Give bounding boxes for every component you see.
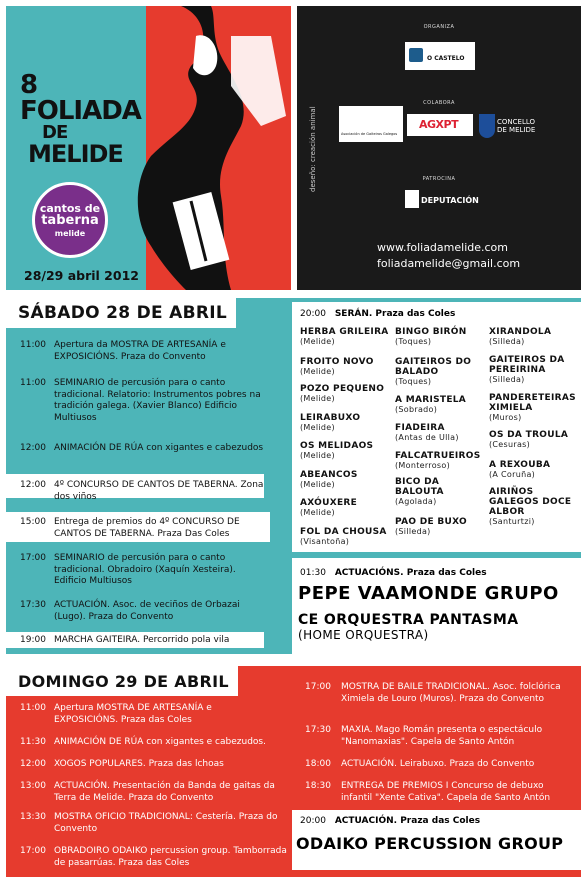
group-name: PAO DE BUXO bbox=[395, 517, 468, 527]
seran-group bbox=[395, 327, 485, 347]
event-time: 12:00 bbox=[20, 443, 46, 453]
event-text: ANIMACIÓN DE RÚA con xigantes e cabezudos. bbox=[54, 737, 266, 747]
seran-group bbox=[395, 395, 485, 415]
group-place: (Sobrado) bbox=[395, 405, 438, 414]
group-place: (Silleda) bbox=[489, 337, 525, 346]
event-text: SEMINARIO de percusión para o canto tradicional. Relatorio: Instrumentos pobres na tradición galega. (Xavier Blanco) Edificio Multiusos bbox=[54, 378, 261, 423]
group-place: (Melide) bbox=[300, 508, 335, 517]
seran-title: SERÁN. Praza das Coles bbox=[334, 309, 456, 319]
event-time: 17:30 bbox=[305, 725, 331, 735]
seran-group bbox=[300, 527, 390, 547]
group-place: (Agolada) bbox=[395, 497, 437, 506]
event-time: 17:00 bbox=[20, 846, 46, 856]
o-castelo-logo: O CASTELO bbox=[405, 42, 475, 70]
seran-group bbox=[300, 327, 390, 347]
group-name: GAITEIROS DO BALADO bbox=[395, 357, 472, 377]
event-text: MARCHA GAITEIRA. Percorrido pola vila bbox=[54, 635, 230, 645]
group-name: FIADEIRA bbox=[395, 423, 445, 433]
event-time: 12:00 bbox=[20, 759, 46, 769]
cantos-de-taberna-logo: cantos de taberna melide bbox=[32, 182, 108, 258]
event-time: 13:00 bbox=[20, 781, 46, 791]
event-time: 17:30 bbox=[20, 600, 46, 610]
seran-group bbox=[300, 470, 390, 490]
actuacions-header bbox=[300, 568, 487, 578]
group-place: (Toques) bbox=[395, 337, 432, 346]
event-time: 15:00 bbox=[20, 517, 46, 527]
event-text: MOSTRA OFICIO TRADICIONAL: Cestería. Praza do Convento bbox=[54, 812, 278, 834]
group-name: FALCATRUEIROS bbox=[395, 451, 481, 461]
seran-group bbox=[489, 460, 577, 480]
seran-group bbox=[489, 393, 577, 423]
group-name: A REXOUBA bbox=[489, 460, 551, 470]
group-place: (A Coruña) bbox=[489, 470, 536, 479]
seran-group bbox=[300, 498, 390, 518]
event-time: 19:00 bbox=[20, 635, 46, 645]
sunday-heading-box bbox=[6, 666, 238, 696]
group-name: BINGO BIRÓN bbox=[395, 327, 467, 337]
event-text: Entrega de premios do 4º CONCURSO DE CANTOS DE TABERNA. Praza Das Coles bbox=[54, 517, 240, 539]
group-name: AXÓUXERE bbox=[300, 498, 358, 508]
group-name: HERBA GRILEIRA bbox=[300, 327, 389, 337]
group-place: (Antas de Ulla) bbox=[395, 433, 459, 442]
event-time: 11:00 bbox=[20, 340, 46, 350]
sponsors-panel bbox=[297, 6, 581, 290]
event-time: 18:00 bbox=[305, 759, 331, 769]
deputacion-shield-icon bbox=[405, 190, 419, 208]
organiza-label: ORGANIZA bbox=[423, 24, 455, 30]
group-place: (Melide) bbox=[300, 367, 335, 376]
group-place: (Melide) bbox=[300, 337, 335, 346]
group-name: OS MELIDAOS bbox=[300, 441, 374, 451]
event-text: ENTREGA DE PREMIOS I Concurso de debuxo infantil "Xente Cativa". Capela de Santo Antón bbox=[341, 781, 551, 803]
odaiko-band-name: ODAIKO PERCUSSION GROUP bbox=[296, 834, 564, 853]
actuacions-box bbox=[292, 558, 581, 654]
seran-group bbox=[300, 384, 390, 404]
gaiteiros-logo: Asociación de Gaiteiros Galegos bbox=[339, 106, 403, 142]
seran-group bbox=[395, 357, 485, 387]
seran-group bbox=[395, 451, 485, 471]
event-time: 11:30 bbox=[20, 737, 46, 747]
final-act-title: ACTUACIÓN. Praza das Coles bbox=[334, 816, 481, 826]
title-line-3: MELIDE bbox=[28, 140, 123, 168]
o-castelo-icon bbox=[409, 48, 423, 62]
seran-header bbox=[300, 309, 455, 319]
sunday-heading: DOMINGO 29 DE ABRIL bbox=[18, 672, 229, 691]
saturday-heading-box bbox=[6, 298, 236, 328]
seran-group bbox=[395, 477, 485, 507]
agxpt-logo: AGXPT bbox=[407, 114, 473, 136]
group-name: LEIRABUXO bbox=[300, 413, 361, 423]
seran-group bbox=[300, 441, 390, 461]
seran-group bbox=[395, 517, 485, 537]
final-act-header bbox=[300, 816, 480, 826]
group-name: OS DA TROULA bbox=[489, 430, 569, 440]
actuacions-time: 01:30 bbox=[300, 568, 326, 578]
patrocina-label: PATROCINA bbox=[422, 176, 456, 182]
event-text: OBRADOIRO ODAIKO percussion group. Tamborrada de pasarrúas. Praza das Coles bbox=[54, 846, 287, 868]
act-orquestra-pantasma: CE ORQUESTRA PANTASMA bbox=[298, 612, 519, 628]
group-place: (Santurtzi) bbox=[489, 517, 535, 526]
group-name: POZO PEQUENO bbox=[300, 384, 385, 394]
event-time: 17:00 bbox=[20, 553, 46, 563]
group-name: ABEANCOS bbox=[300, 470, 358, 480]
event-text: 4º CONCURSO DE CANTOS DE TABERNA. Zona dos viños bbox=[54, 480, 264, 502]
event-text: Apertura MOSTRA DE ARTESANÍA e EXPOSICIÓNS. Praza das Coles bbox=[54, 703, 212, 725]
festival-dates: 28/29 abril 2012 bbox=[24, 268, 139, 283]
event-text: ACTUACIÓN. Leirabuxo. Praza do Convento bbox=[341, 759, 535, 769]
seran-group bbox=[489, 487, 577, 527]
actuacions-title: ACTUACIÓNS. Praza das Coles bbox=[334, 568, 487, 578]
event-text: MOSTRA DE BAILE TRADICIONAL. Asoc. folclórica Ximiela de Louro (Muros). Praza do Convento bbox=[341, 682, 561, 704]
group-place: (Toques) bbox=[395, 377, 432, 386]
colabora-label: COLABORA bbox=[423, 100, 455, 106]
event-text: ACTUACIÓN. Asoc. de veciños de Orbazai (Lugo). Praza do Convento bbox=[54, 600, 240, 622]
group-place: (Melide) bbox=[300, 451, 335, 460]
act-pepe-vaamonde: PEPE VAAMONDE GRUPO bbox=[298, 583, 559, 604]
deputacion-logo: DEPUTACIÓN bbox=[421, 196, 479, 205]
seran-group bbox=[300, 357, 390, 377]
event-text: ANIMACIÓN DE RÚA con xigantes e cabezudos bbox=[54, 443, 264, 453]
group-name: BICO DA BALOUTA bbox=[395, 477, 444, 497]
event-text: XOGOS POPULARES. Praza das lchoas bbox=[54, 759, 224, 769]
event-text: SEMINARIO de percusión para o canto tradicional. Obradoiro (Xaquín Xesteira). Edificio Multiusos bbox=[54, 553, 236, 586]
group-name: PANDERETEIRAS XIMIELA bbox=[489, 393, 576, 413]
event-time: 12:00 bbox=[20, 480, 46, 490]
festival-poster bbox=[6, 6, 291, 290]
email-link[interactable]: foliadamelide@gmail.com bbox=[377, 257, 521, 270]
seran-group bbox=[395, 423, 485, 443]
concello-shield-icon bbox=[479, 114, 495, 138]
group-place: (Melide) bbox=[300, 423, 335, 432]
event-time: 11:00 bbox=[20, 378, 46, 388]
event-time: 11:00 bbox=[20, 703, 46, 713]
seran-time: 20:00 bbox=[300, 309, 326, 319]
event-text: MAXIA. Mago Román presenta o espectáculo "Nanomaxias". Capela de Santo Antón bbox=[341, 725, 543, 747]
group-name: XIRANDOLA bbox=[489, 327, 552, 337]
festival-title bbox=[20, 72, 150, 166]
design-credit: deseño: creación animal bbox=[309, 106, 317, 192]
title-line-2: DE bbox=[42, 122, 68, 143]
group-place: (Visantoña) bbox=[300, 537, 350, 546]
group-place: (Cesuras) bbox=[489, 440, 531, 449]
group-place: (Melide) bbox=[300, 480, 335, 489]
group-place: (Monterroso) bbox=[395, 461, 450, 470]
group-name: FOL DA CHOUSA bbox=[300, 527, 387, 537]
group-place: (Muros) bbox=[489, 413, 522, 422]
contact-block bbox=[377, 240, 520, 272]
seran-group bbox=[300, 413, 390, 433]
event-time: 17:00 bbox=[305, 682, 331, 692]
saturday-heading: SÁBADO 28 DE ABRIL bbox=[18, 303, 227, 323]
group-name: FROITO NOVO bbox=[300, 357, 374, 367]
event-text: Apertura da MOSTRA DE ARTESANÍA e EXPOSICIÓNS. Praza do Convento bbox=[54, 340, 226, 362]
group-place: (Melide) bbox=[300, 394, 335, 403]
group-name: A MARISTELA bbox=[395, 395, 467, 405]
group-place: (Silleda) bbox=[489, 375, 525, 384]
final-act-box bbox=[292, 810, 581, 870]
event-text: ACTUACIÓN. Presentación da Banda de gaitas da Terra de Melide. Praza do Convento bbox=[54, 781, 275, 803]
seran-group bbox=[489, 327, 577, 347]
final-act-time: 20:00 bbox=[300, 816, 326, 826]
group-name: AIRIÑOS GALEGOS DOCE ALBOR bbox=[489, 487, 572, 517]
concello-logo-text: CONCELLO DE MELIDE bbox=[497, 118, 536, 134]
website-link[interactable]: www.foliadamelide.com bbox=[377, 241, 508, 254]
event-time: 13:30 bbox=[20, 812, 46, 822]
act-home-orquestra: (HOME ORQUESTRA) bbox=[298, 628, 429, 642]
event-time: 18:30 bbox=[305, 781, 331, 791]
group-name: GAITEIROS DA PEREIRINA bbox=[489, 355, 565, 375]
group-place: (Silleda) bbox=[395, 527, 431, 536]
seran-group bbox=[489, 355, 577, 385]
seran-group bbox=[489, 430, 577, 450]
title-line-1: 8 FOLIADA bbox=[20, 70, 141, 126]
